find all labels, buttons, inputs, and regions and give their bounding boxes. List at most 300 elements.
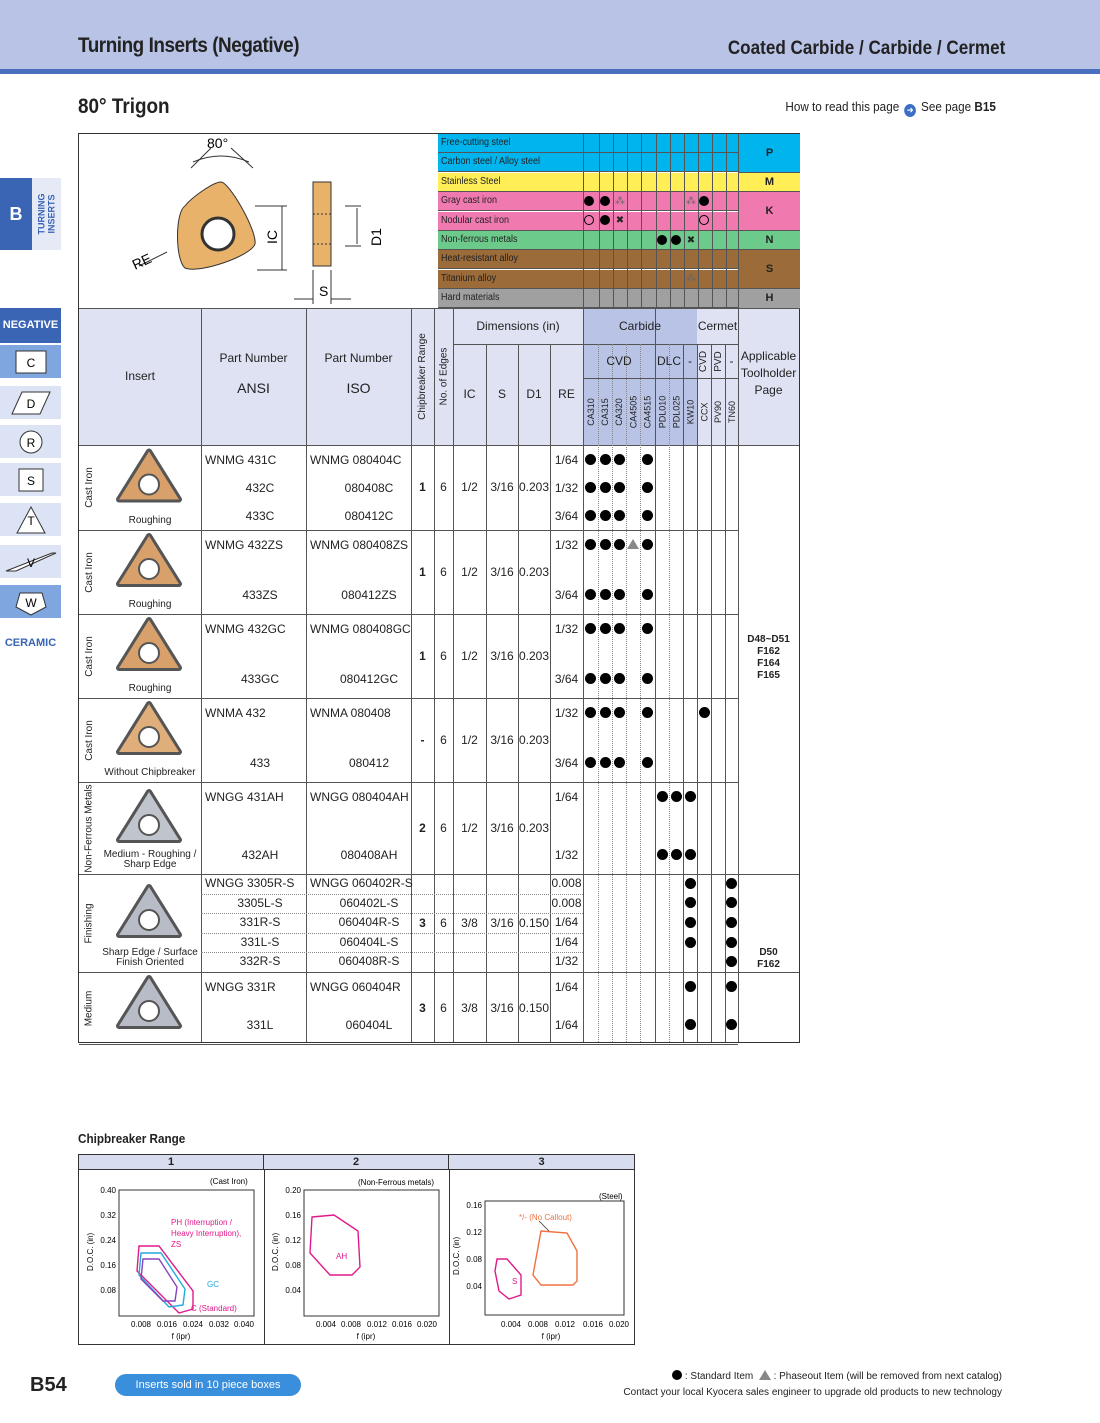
material-label: Heat-resistant alloy bbox=[441, 253, 519, 265]
standard-item-dot-icon bbox=[585, 482, 596, 493]
g3-ylabel: D.O.C. (in) bbox=[452, 1236, 461, 1275]
iso-part-number: 060404L bbox=[345, 1018, 393, 1032]
standard-item-dot-icon bbox=[642, 589, 653, 600]
ic-value: 1/2 bbox=[461, 733, 478, 747]
re-value: 0.008 bbox=[551, 895, 582, 910]
edges-value: 6 bbox=[440, 821, 447, 835]
insert-caption: Roughing bbox=[128, 683, 172, 694]
standard-item-dot-icon bbox=[657, 849, 668, 860]
toolholder-pages-1[interactable]: D48~D51 F162 F164 F165 bbox=[747, 634, 790, 681]
iso-part-number: 080412ZS bbox=[341, 588, 397, 602]
g3-ytick: 0.08 bbox=[466, 1255, 482, 1264]
standard-item-dot-icon bbox=[614, 589, 625, 600]
d1-header: D1 bbox=[526, 387, 542, 401]
ansi-part-number: 331L-S bbox=[240, 934, 280, 949]
standard-item-dot-icon bbox=[614, 539, 625, 550]
material-group-label: M bbox=[738, 173, 800, 192]
graph1 bbox=[79, 1171, 264, 1346]
material-label: Gray cast iron bbox=[441, 195, 498, 207]
svg-text:D: D bbox=[26, 397, 36, 411]
iso-part-number: WNMA 080408 bbox=[310, 706, 391, 720]
g1-xtick: 0.040 bbox=[233, 1320, 255, 1329]
standard-item-dot-icon bbox=[614, 510, 625, 521]
page-title: Turning Inserts (Negative) bbox=[78, 34, 300, 57]
howto-text: How to read this page bbox=[785, 99, 900, 114]
angle-label: 80° bbox=[207, 135, 229, 151]
section-tab[interactable] bbox=[0, 178, 61, 250]
g2-note: (Non-Ferrous metals) bbox=[358, 1178, 435, 1187]
s-value: 3/16 bbox=[490, 733, 514, 747]
chipbreaker-value: 1 bbox=[419, 649, 426, 663]
g2-ytick: 0.12 bbox=[285, 1236, 301, 1245]
suitability-x-icon: ✖ bbox=[615, 215, 625, 227]
g2-ylabel: D.O.C. (in) bbox=[271, 1232, 280, 1271]
standard-item-dot-icon bbox=[726, 917, 737, 928]
ansi-part-number: WNMG 432GC bbox=[205, 622, 286, 636]
dimensions-header: Dimensions (in) bbox=[476, 319, 560, 333]
standard-item-dot-icon bbox=[671, 791, 682, 802]
page-header bbox=[0, 0, 1100, 74]
g3-ytick: 0.04 bbox=[466, 1282, 482, 1291]
g3-note: (Steel) bbox=[599, 1192, 623, 1201]
ic-value: 1/2 bbox=[461, 480, 478, 494]
chipbreaker-value: 3 bbox=[419, 916, 426, 930]
g1-ytick: 0.16 bbox=[100, 1261, 116, 1270]
standard-item-dot-icon bbox=[600, 510, 611, 521]
chipbreaker-value: 1 bbox=[419, 565, 426, 579]
cvd2-header: CVD bbox=[698, 350, 710, 372]
g2-xtick: 0.020 bbox=[416, 1320, 438, 1329]
ic-value: 1/2 bbox=[461, 565, 478, 579]
g2-xlabel: f (ipr) bbox=[356, 1332, 376, 1341]
re-value: 1/32 bbox=[554, 481, 579, 495]
re-value: 1/64 bbox=[554, 1018, 579, 1032]
iso-part-number: 060408R-S bbox=[338, 954, 400, 969]
how-to-read-link[interactable] bbox=[786, 99, 996, 117]
sidebar-shape-r[interactable] bbox=[0, 425, 61, 461]
iso-part-number: 060404L-S bbox=[339, 934, 399, 949]
graph1-header: 1 bbox=[79, 1155, 264, 1170]
svg-text:V: V bbox=[26, 556, 36, 570]
g3-xtick: 0.012 bbox=[554, 1320, 576, 1329]
material-label: Hard materials bbox=[441, 292, 500, 304]
applicable-header: Applicable Toolholder Page bbox=[740, 349, 797, 397]
insert-caption: Medium - Roughing / Sharp Edge bbox=[103, 849, 197, 870]
suitability-dot-icon bbox=[699, 196, 709, 206]
legend-standard: : Standard Item bbox=[684, 1371, 754, 1382]
graph2-header: 2 bbox=[264, 1155, 449, 1170]
re-value: 1/32 bbox=[554, 538, 579, 552]
sidebar-shape-t[interactable] bbox=[0, 503, 61, 539]
ansi-part-number: 332R-S bbox=[239, 954, 281, 969]
suitability-cross-icon: ⁂ bbox=[686, 195, 696, 207]
insert-caption: Roughing bbox=[128, 515, 172, 526]
svg-text:W: W bbox=[25, 596, 37, 610]
edges-header: No. of Edges bbox=[438, 347, 449, 406]
suitability-half-icon bbox=[671, 235, 681, 245]
iso-part-number: 060402L-S bbox=[339, 895, 399, 910]
grade-header: CCX bbox=[699, 401, 710, 422]
standard-item-dot-icon bbox=[726, 1019, 737, 1030]
standard-item-dot-icon bbox=[585, 510, 596, 521]
section-title: 80° Trigon bbox=[78, 95, 170, 118]
standard-item-dot-icon bbox=[585, 623, 596, 634]
standard-item-dot-icon bbox=[726, 956, 737, 967]
ansi-part-number: 432AH bbox=[241, 848, 279, 862]
iso-part-number: 060404R-S bbox=[338, 915, 400, 930]
standard-dot-icon bbox=[672, 1370, 682, 1380]
material-group: Non-Ferrous Metals bbox=[83, 783, 95, 873]
standard-item-dot-icon bbox=[685, 878, 696, 889]
howto-page: B15 bbox=[974, 99, 996, 114]
ansi-part-number: WNMA 432 bbox=[205, 706, 266, 720]
d1-value: 0.203 bbox=[518, 821, 550, 835]
grade-header: KW10 bbox=[685, 399, 696, 424]
sidebar-shape-s[interactable] bbox=[0, 463, 61, 499]
material-label: Carbon steel / Alloy steel bbox=[441, 156, 541, 168]
page-category: Coated Carbide / Carbide / Cermet bbox=[727, 38, 1005, 59]
g1-ytick: 0.08 bbox=[100, 1286, 116, 1295]
standard-item-dot-icon bbox=[685, 791, 696, 802]
d1-value: 0.150 bbox=[518, 1001, 550, 1015]
standard-item-dot-icon bbox=[614, 707, 625, 718]
g1-zs: ZS bbox=[171, 1240, 182, 1249]
material-group-label: H bbox=[738, 289, 800, 308]
sidebar-shape-v[interactable] bbox=[0, 545, 61, 581]
grade-header: TN60 bbox=[726, 400, 737, 423]
g1-xlabel: f (ipr) bbox=[171, 1332, 191, 1341]
s-value: 3/16 bbox=[490, 821, 514, 835]
standard-item-dot-icon bbox=[726, 981, 737, 992]
re-value: 3/64 bbox=[554, 509, 579, 523]
insert-table bbox=[78, 133, 800, 1043]
edges-value: 6 bbox=[440, 1001, 447, 1015]
standard-item-dot-icon bbox=[726, 937, 737, 948]
ansi-part-number: 433 bbox=[249, 756, 271, 770]
g1-ylabel: D.O.C. (in) bbox=[86, 1232, 95, 1271]
standard-item-dot-icon bbox=[600, 707, 611, 718]
dash2-header: - bbox=[729, 354, 734, 368]
re-value: 3/64 bbox=[554, 672, 579, 686]
re-value: 1/64 bbox=[554, 934, 579, 949]
svg-text:R: R bbox=[26, 436, 36, 450]
standard-item-dot-icon bbox=[642, 757, 653, 768]
standard-item-dot-icon bbox=[600, 673, 611, 684]
g3-xtick: 0.004 bbox=[500, 1320, 522, 1329]
g2-ytick: 0.08 bbox=[285, 1261, 301, 1270]
suitability-cross-icon: ⁂ bbox=[615, 195, 625, 207]
re-value: 1/64 bbox=[554, 453, 579, 467]
g1-xtick: 0.024 bbox=[182, 1320, 204, 1329]
phaseout-triangle-icon bbox=[627, 539, 639, 549]
cvd-header: CVD bbox=[606, 354, 632, 368]
standard-item-dot-icon bbox=[600, 589, 611, 600]
g1-ytick: 0.40 bbox=[100, 1186, 116, 1195]
suitability-dot-icon bbox=[657, 235, 667, 245]
iso-part-number: WNGG 080404AH bbox=[310, 790, 409, 804]
toolholder-pages-2[interactable]: D50 F162 bbox=[757, 947, 780, 970]
howto-see: See page bbox=[921, 99, 972, 114]
iso-part-number: 080408AH bbox=[340, 848, 398, 862]
re-header: RE bbox=[558, 387, 575, 401]
grade-header: CA310 bbox=[585, 397, 596, 426]
re-value: 1/64 bbox=[554, 790, 579, 804]
s-value: 3/16 bbox=[490, 1001, 514, 1015]
legend-contact: Contact your local Kyocera sales engineer to upgrade old products to new technology bbox=[623, 1387, 1002, 1398]
material-group-label: P bbox=[738, 134, 800, 173]
standard-item-dot-icon bbox=[685, 937, 696, 948]
standard-item-dot-icon bbox=[685, 917, 696, 928]
svg-text:S: S bbox=[26, 474, 36, 488]
chipbreaker-value: 1 bbox=[419, 480, 426, 494]
material-label: Titanium alloy bbox=[441, 272, 497, 284]
chipbreaker-header: Chipbreaker Range bbox=[417, 333, 428, 420]
standard-item-dot-icon bbox=[600, 482, 611, 493]
g3-xtick: 0.020 bbox=[608, 1320, 630, 1329]
standard-item-dot-icon bbox=[614, 757, 625, 768]
re-value: 3/64 bbox=[554, 756, 579, 770]
standard-item-dot-icon bbox=[726, 897, 737, 908]
d1-value: 0.203 bbox=[518, 480, 550, 494]
insert-geometry-diagram bbox=[79, 134, 438, 308]
s-label: S bbox=[319, 283, 329, 299]
standard-item-dot-icon bbox=[642, 482, 653, 493]
ic-value: 1/2 bbox=[461, 821, 478, 835]
g3-xtick: 0.008 bbox=[527, 1320, 549, 1329]
standard-item-dot-icon bbox=[614, 623, 625, 634]
standard-item-dot-icon bbox=[585, 757, 596, 768]
pvd-header: PVD bbox=[712, 350, 724, 372]
grade-header: CA320 bbox=[614, 397, 624, 426]
dash-header: - bbox=[688, 354, 692, 368]
grade-header: CA4515 bbox=[642, 395, 653, 428]
g3-xlabel: f (ipr) bbox=[541, 1332, 561, 1341]
g1-gc: GC bbox=[207, 1280, 219, 1289]
grade-header: CA4505 bbox=[628, 395, 638, 428]
material-group: Cast Iron bbox=[83, 719, 95, 761]
iso-part-number: 080408C bbox=[344, 481, 394, 495]
ansi-part-number: 433ZS bbox=[242, 588, 278, 602]
iso-part-number: WNMG 080404C bbox=[310, 453, 402, 467]
g1-ph2: Heavy Interruption), bbox=[171, 1229, 242, 1238]
standard-item-dot-icon bbox=[585, 707, 596, 718]
iso-part-number: WNGG 060404R bbox=[310, 980, 401, 994]
g1-c: C (Standard) bbox=[191, 1304, 237, 1313]
pn-ansi-header: Part Number bbox=[219, 351, 288, 365]
g1-xtick: 0.008 bbox=[130, 1320, 152, 1329]
s-value: 3/16 bbox=[490, 916, 514, 930]
standard-item-dot-icon bbox=[642, 539, 653, 550]
edges-value: 6 bbox=[440, 565, 447, 579]
material-group-label: K bbox=[738, 192, 800, 231]
ansi-part-number: WNMG 432ZS bbox=[205, 538, 284, 552]
phaseout-triangle-icon bbox=[759, 1370, 771, 1380]
iso-header: ISO bbox=[346, 380, 371, 396]
ansi-part-number: 3305L-S bbox=[237, 895, 283, 910]
graph3-header: 3 bbox=[449, 1155, 634, 1170]
s-value: 3/16 bbox=[490, 649, 514, 663]
grade-header: PV90 bbox=[713, 400, 723, 423]
ic-value: 3/8 bbox=[461, 916, 478, 930]
standard-item-dot-icon bbox=[585, 454, 596, 465]
g2-xtick: 0.008 bbox=[340, 1320, 362, 1329]
standard-item-dot-icon bbox=[685, 849, 696, 860]
d1-value: 0.203 bbox=[518, 649, 550, 663]
g2-ytick: 0.04 bbox=[285, 1286, 301, 1295]
g1-note: (Cast Iron) bbox=[210, 1177, 248, 1186]
g3-xtick: 0.016 bbox=[582, 1320, 604, 1329]
g1-xtick: 0.016 bbox=[156, 1320, 178, 1329]
suitability-cross-icon: ⁂ bbox=[686, 273, 696, 285]
g2-xtick: 0.016 bbox=[391, 1320, 413, 1329]
graph2 bbox=[264, 1171, 449, 1346]
material-group-label: N bbox=[738, 231, 800, 250]
g1-ph: PH (Interruption / bbox=[171, 1218, 232, 1227]
ic-label: IC bbox=[264, 230, 280, 244]
d1-value: 0.150 bbox=[518, 916, 550, 930]
suitability-x-icon: ✖ bbox=[686, 234, 696, 246]
sidebar-shape-c[interactable] bbox=[0, 345, 61, 381]
standard-item-dot-icon bbox=[600, 623, 611, 634]
edges-value: 6 bbox=[440, 916, 447, 930]
material-label: Non-ferrous metals bbox=[441, 234, 518, 245]
chipbreaker-value: 3 bbox=[419, 1001, 426, 1015]
sidebar-negative[interactable]: NEGATIVE bbox=[0, 308, 61, 343]
section-letter: B bbox=[0, 178, 32, 250]
standard-item-dot-icon bbox=[585, 673, 596, 684]
g1-ytick: 0.24 bbox=[100, 1236, 116, 1245]
chipbreaker-range-title: Chipbreaker Range bbox=[78, 1131, 186, 1146]
material-group-label: S bbox=[738, 250, 800, 289]
re-value: 1/64 bbox=[554, 915, 579, 930]
sidebar-ceramic[interactable]: CERAMIC bbox=[4, 637, 57, 649]
insert-caption: Roughing bbox=[128, 599, 172, 610]
iso-part-number: WNMG 080408GC bbox=[310, 622, 411, 636]
g2-xtick: 0.004 bbox=[315, 1320, 337, 1329]
ansi-part-number: 433C bbox=[245, 509, 275, 523]
suitability-dot-icon bbox=[584, 196, 594, 206]
iso-part-number: 080412 bbox=[348, 756, 390, 770]
s-value: 3/16 bbox=[490, 480, 514, 494]
standard-item-dot-icon bbox=[726, 878, 737, 889]
ansi-part-number: 331R-S bbox=[239, 915, 281, 930]
insert-header: Insert bbox=[124, 369, 155, 383]
carbide-header: Carbide bbox=[618, 319, 662, 333]
g3-s: S bbox=[512, 1277, 518, 1286]
chipbreaker-value: 2 bbox=[419, 821, 426, 835]
sidebar-shape-w[interactable] bbox=[0, 585, 61, 621]
ansi-part-number: WNGG 431AH bbox=[205, 790, 284, 804]
re-label: RE bbox=[129, 249, 154, 273]
grade-header: PDL010 bbox=[657, 395, 667, 428]
ic-value: 3/8 bbox=[461, 1001, 478, 1015]
standard-item-dot-icon bbox=[642, 707, 653, 718]
ansi-part-number: 432C bbox=[245, 481, 275, 495]
s-header: S bbox=[497, 387, 506, 401]
re-value: 1/32 bbox=[554, 706, 579, 720]
re-value: 3/64 bbox=[554, 588, 579, 602]
insert-image bbox=[99, 972, 201, 1044]
ansi-part-number: 331L bbox=[246, 1018, 274, 1032]
cermet-header: Cermet bbox=[697, 319, 738, 333]
standard-item-dot-icon bbox=[699, 707, 710, 718]
material-label: Free-cutting steel bbox=[441, 137, 511, 148]
ansi-part-number: WNMG 431C bbox=[205, 453, 277, 467]
g3-ytick: 0.16 bbox=[466, 1201, 482, 1210]
iso-part-number: 080412C bbox=[344, 509, 394, 523]
arrow-right-icon: ➜ bbox=[904, 104, 916, 117]
standard-item-dot-icon bbox=[600, 454, 611, 465]
chipbreaker-value: - bbox=[420, 733, 425, 747]
standard-item-dot-icon bbox=[642, 623, 653, 634]
material-group: Cast Iron bbox=[83, 467, 95, 508]
legend bbox=[623, 1369, 1002, 1401]
ansi-part-number: WNGG 3305R-S bbox=[205, 876, 295, 890]
d1-label: D1 bbox=[368, 228, 384, 246]
g2-xtick: 0.012 bbox=[366, 1320, 388, 1329]
g2-ytick: 0.16 bbox=[285, 1211, 301, 1220]
material-group: Cast Iron bbox=[83, 551, 95, 593]
dlc-header: DLC bbox=[656, 354, 681, 368]
standard-item-dot-icon bbox=[685, 1019, 696, 1030]
suitability-half-icon bbox=[600, 196, 610, 206]
pn-iso-header: Part Number bbox=[324, 351, 393, 365]
iso-part-number: WNGG 060402R-S bbox=[310, 876, 413, 890]
standard-item-dot-icon bbox=[614, 673, 625, 684]
standard-item-dot-icon bbox=[600, 757, 611, 768]
edges-value: 6 bbox=[440, 733, 447, 747]
standard-item-dot-icon bbox=[614, 454, 625, 465]
chipbreaker-range-graphs bbox=[78, 1154, 635, 1345]
s-value: 3/16 bbox=[490, 565, 514, 579]
ansi-part-number: 433GC bbox=[240, 672, 280, 686]
iso-part-number: 080412GC bbox=[339, 672, 399, 686]
re-value: 0.008 bbox=[551, 876, 582, 890]
standard-item-dot-icon bbox=[600, 539, 611, 550]
standard-item-dot-icon bbox=[585, 539, 596, 550]
g2-ytick: 0.20 bbox=[285, 1186, 301, 1195]
standard-item-dot-icon bbox=[642, 454, 653, 465]
re-value: 1/32 bbox=[554, 848, 579, 862]
g1-ytick: 0.32 bbox=[100, 1211, 116, 1220]
d1-value: 0.203 bbox=[518, 565, 550, 579]
standard-item-dot-icon bbox=[671, 849, 682, 860]
re-value: 1/64 bbox=[554, 980, 579, 994]
iso-part-number: WNMG 080408ZS bbox=[310, 538, 409, 552]
ic-header: IC bbox=[463, 387, 476, 401]
material-label: Stainless Steel bbox=[441, 175, 501, 187]
material-group: Medium bbox=[83, 990, 95, 1026]
material-group: Finishing bbox=[83, 902, 95, 944]
standard-item-dot-icon bbox=[657, 791, 668, 802]
standard-item-dot-icon bbox=[585, 589, 596, 600]
material-label: Nodular cast iron bbox=[441, 214, 510, 226]
ansi-part-number: WNGG 331R bbox=[205, 980, 276, 994]
standard-item-dot-icon bbox=[685, 981, 696, 992]
material-group: Cast Iron bbox=[83, 635, 95, 677]
g3-ytick: 0.12 bbox=[466, 1228, 482, 1237]
grade-header: PDL025 bbox=[671, 395, 681, 428]
grade-header: CA315 bbox=[600, 397, 610, 426]
ic-value: 1/2 bbox=[461, 649, 478, 663]
svg-text:T: T bbox=[27, 514, 35, 528]
insert-caption: Without Chipbreaker bbox=[104, 767, 196, 778]
g1-xtick: 0.032 bbox=[208, 1320, 230, 1329]
sidebar-shape-d[interactable] bbox=[0, 386, 61, 422]
standard-item-dot-icon bbox=[685, 897, 696, 908]
g2-ah: AH bbox=[336, 1252, 348, 1261]
standard-item-dot-icon bbox=[642, 510, 653, 521]
